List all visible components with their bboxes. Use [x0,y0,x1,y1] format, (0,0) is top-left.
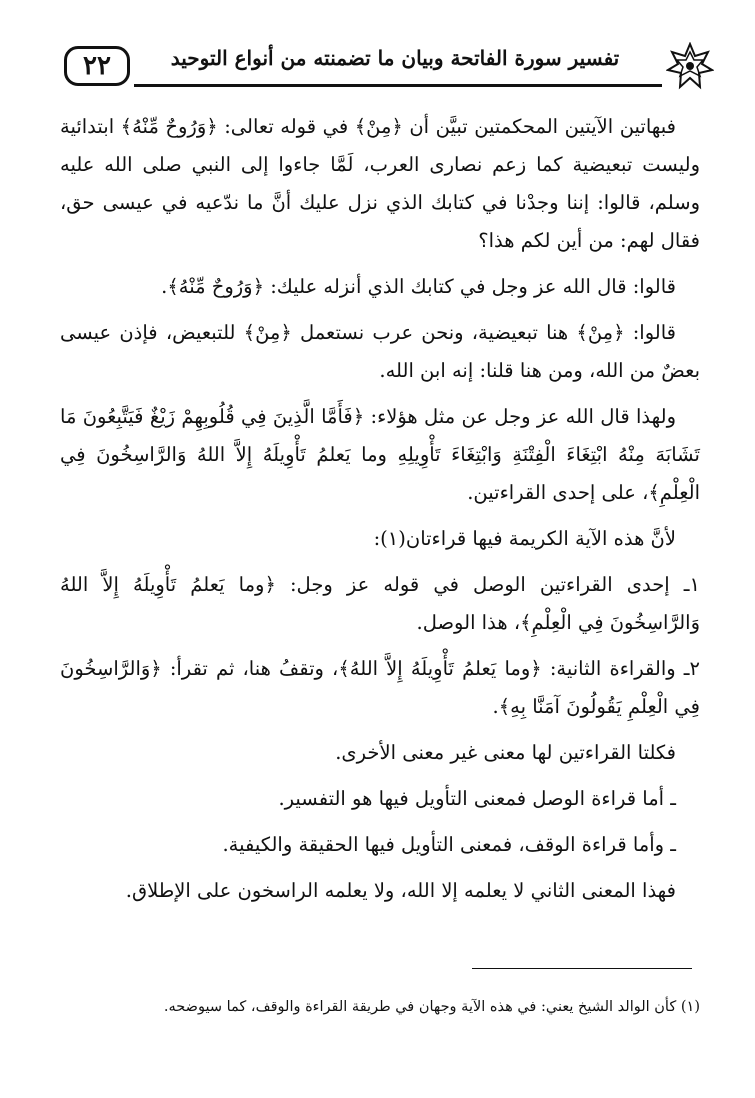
paragraph-4: ولهذا قال الله عز وجل عن مثل هؤلاء: ﴿فَأَمَّا الَّذِينَ فِي قُلُوبِهِمْ زَيْغٌ فَيَتَّبِعُونَ مَا تَشَابَهَ مِنْهُ ابْتِغَاءَ الْفِتْنَةِ وَابْتِغَاءَ تَأْوِيلِهِ وما يَعلمُ تَأْوِيلَهُ إِلاَّ اللهُ وَالرَّاسِخُونَ فِي الْعِلْمِ﴾، على إحدى القراءتين. [60,405,700,504]
paragraph-3: قالوا: ﴿مِنْ﴾ هنا تبعيضية، ونحن عرب نستعمل ﴿مِنْ﴾ للتبعيض، فإذن عيسى بعضٌ من الله، ومن هنا قلنا: إنه ابن الله. [60,321,700,382]
paragraph-2: قالوا: قال الله عز وجل في كتابك الذي أنزله عليك: ﴿وَرُوحٌ مِّنْهُ﴾. [161,275,676,298]
bullet-item-1: ـ أما قراءة الوصل فمعنى التأويل فيها هو التفسير. [278,787,676,810]
main-text [60,108,700,918]
reading-item-2: ٢ـ والقراءة الثانية: ﴿وما يَعلمُ تَأْوِيلَهُ إِلاَّ اللهُ﴾، وتقفُ هنا، ثم تقرأ: ﴿وَالرَّاسِخُونَ فِي الْعِلْمِ يَقُولُونَ آمَنَّا بِهِ﴾. [60,657,700,718]
reading-item-1: ١ـ إحدى القراءتين الوصل في قوله عز وجل: ﴿وما يَعلمُ تَأْوِيلَهُ إِلاَّ اللهُ وَالرَّاسِخُونَ فِي الْعِلْمِ﴾، هذا الوصل. [60,573,700,634]
page-number: ٢٢ [64,46,130,86]
paragraph-1: فبهاتين الآيتين المحكمتين تبيَّن أن ﴿مِنْ﴾ في قوله تعالى: ﴿وَرُوحٌ مِّنْهُ﴾ ابتدائية وليست تبعيضية كما زعم نصارى العرب، لَمَّا جاءوا إلى النبي صلى الله عليه وسلم، قالوا: إننا وجدْنا في كتابك الذي نزل عليك أنَّ ما ندّعيه في عيسى حق، فقال لهم: من أين لكم هذا؟ [60,115,700,252]
paragraph-8: فكلتا القراءتين لها معنى غير معنى الأخرى. [335,741,676,764]
star-ornament-icon [666,42,714,90]
running-title: تفسير سورة الفاتحة وبيان ما تضمنته من أنواع التوحيد [170,46,620,70]
footnote-separator [472,968,692,969]
paragraph-11: فهذا المعنى الثاني لا يعلمه إلا الله، ولا يعلمه الراسخون على الإطلاق. [125,879,676,902]
page-header [56,40,718,96]
bullet-item-2: ـ وأما قراءة الوقف، فمعنى التأويل فيها الحقيقة والكيفية. [222,833,676,856]
header-rule [134,84,662,87]
paragraph-5: لأنَّ هذه الآية الكريمة فيها قراءتان(١): [373,527,676,550]
footnote: (١) كأن الوالد الشيخ يعني: في هذه الآية وجهان في طريقة القراءة والوقف، كما سيوضحه. [163,999,700,1015]
